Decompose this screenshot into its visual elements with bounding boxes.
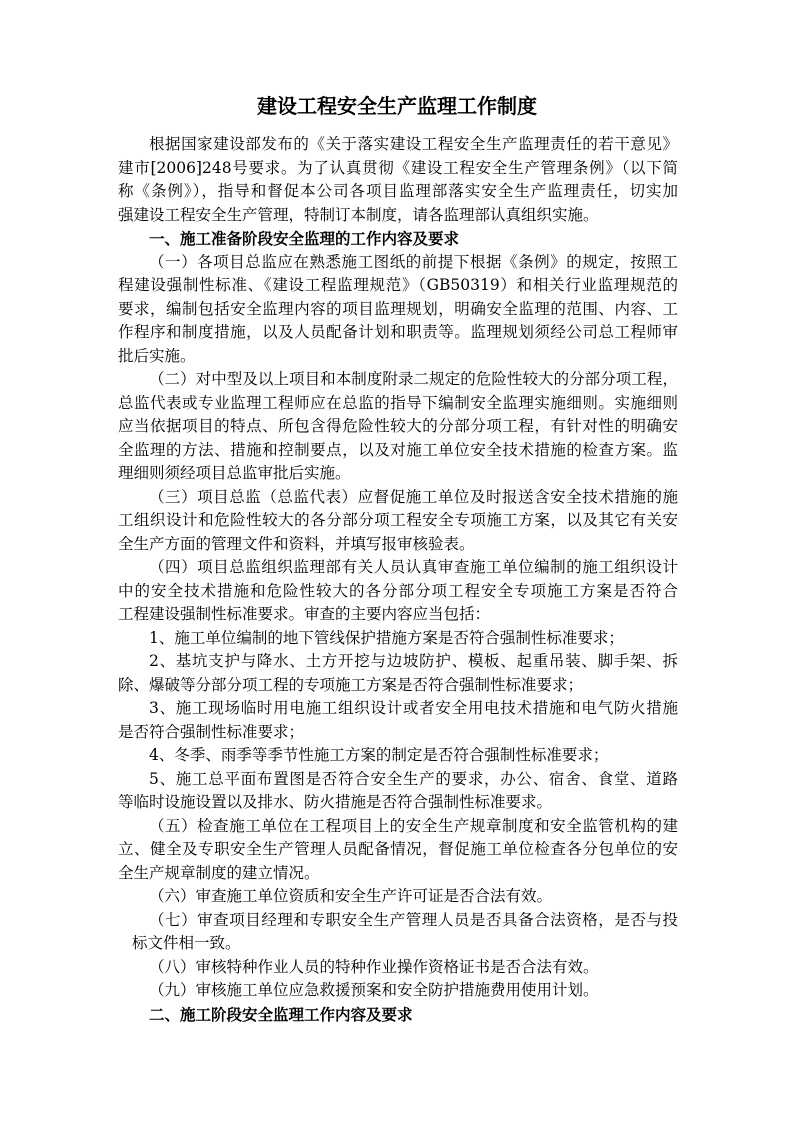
list-item: 是否符合强制性标准要求； [118, 722, 305, 741]
paragraph-line: 根据国家建设部发布的《关于落实建设工程安全生产监理责任的若干意见》 [149, 135, 678, 153]
paragraph-line: （七）审查项目经理和专职安全生产管理人员是否具备合法资格，是否与投 [149, 910, 678, 929]
paragraph-line: （二）对中型及以上项目和本制度附录二规定的危险性较大的分部分项工程， [149, 370, 678, 388]
paragraph-line: （八）审核特种作业人员的特种作业操作资格证书是否合法有效。 [149, 957, 599, 976]
list-item: 等临时设施设置以及排水、防火措施是否符合强制性标准要求。 [118, 793, 553, 811]
paragraph-line: （三）项目总监（总监代表）应督促施工单位及时报送含安全技术措施的施 [149, 487, 678, 506]
list-item: 4、冬季、雨季等季节性施工方案的制定是否符合强制性标准要求； [149, 746, 609, 764]
list-item: 2、基坑支护与降水、土方开挖与边坡防护、模板、起重吊装、脚手架、拆 [149, 652, 678, 670]
paragraph-line: 中的安全技术措施和危险性较大的各分部分项工程安全专项施工方案是否符合 [118, 581, 678, 600]
paragraph-line: 称《条例》），指导和督促本公司各项目监理部落实安全生产监理责任，切实加 [118, 182, 678, 200]
paragraph-line: 标文件相一致。 [132, 934, 241, 952]
section-heading-1: 一、施工准备阶段安全监理的工作内容及要求 [149, 229, 460, 248]
paragraph-line: 强建设工程安全生产管理，特制订本制度，请各监理部认真组织实施。 [118, 205, 599, 224]
paragraph-line: 理细则须经项目总监审批后实施。 [118, 464, 351, 482]
paragraph-line: （四）项目总监组织监理部有关人员认真审查施工单位编制的施工组织设计 [149, 558, 678, 576]
list-item: 1、施工单位编制的地下管线保护措施方案是否符合强制性标准要求； [149, 628, 624, 647]
paragraph-line: 应当依据项目的特点、所包含得危险性较大的分部分项工程，有针对性的明确安 [118, 417, 678, 435]
paragraph-line: 建市[2006]248号要求。为了认真贯彻《建设工程安全生产管理条例》（以下简 [118, 158, 678, 177]
paragraph-line: 工程建设强制性标准要求。审查的主要内容应当包括： [118, 605, 491, 623]
paragraph-line: （六）审查施工单位资质和安全生产许可证是否合法有效。 [149, 887, 553, 905]
paragraph-line: 全生产方面的管理文件和资料，并填写报审核验表。 [118, 534, 475, 553]
list-item: 3、施工现场临时用电施工组织设计或者安全用电技术措施和电气防火措施 [149, 699, 678, 717]
paragraph-line: 工组织设计和危险性较大的各分部分项工程安全专项施工方案，以及其它有关安 [118, 511, 678, 529]
document-body [118, 133, 678, 1026]
paragraph-line: （五）检查施工单位在工程项目上的安全生产规章制度和安全监管机构的建 [149, 816, 678, 835]
document-title: 建设工程安全生产监理工作制度 [257, 94, 537, 118]
paragraph-line: 作程序和制度措施，以及人员配备计划和职责等。监理规划须经公司总工程师审 [118, 323, 678, 341]
paragraph-line: 全监理的方法、措施和控制要点，以及对施工单位安全技术措施的检查方案。监 [118, 440, 678, 459]
paragraph-line: 总监代表或专业监理工程师应在总监的指导下编制安全监理实施细则。实施细则 [118, 393, 678, 412]
list-item: 除、爆破等分部分项工程的专项施工方案是否符合强制性标准要求； [118, 675, 584, 694]
paragraph-line: （九）审核施工单位应急救援预案和安全防护措施费用使用计划。 [149, 981, 599, 999]
paragraph-line: （一）各项目总监应在熟悉施工图纸的前提下根据《条例》的规定，按照工 [149, 252, 678, 271]
paragraph-line: 要求，编制包括安全监理内容的项目监理规划，明确安全监理的范围、内容、工 [118, 299, 678, 318]
paragraph-line: 立、健全及专职安全生产管理人员配备情况，督促施工单位检查各分包单位的安 [118, 840, 678, 858]
paragraph-line: 全生产规章制度的建立情况。 [118, 863, 320, 882]
paragraph-line: 批后实施。 [118, 346, 196, 365]
list-item: 5、施工总平面布置图是否符合安全生产的要求，办公、宿舍、食堂、道路 [149, 769, 678, 788]
paragraph-line: 程建设强制性标准、《建设工程监理规范》（GB50319）和相关行业监理规范的 [118, 276, 678, 294]
section-heading-2: 二、施工阶段安全监理工作内容及要求 [149, 1004, 413, 1024]
